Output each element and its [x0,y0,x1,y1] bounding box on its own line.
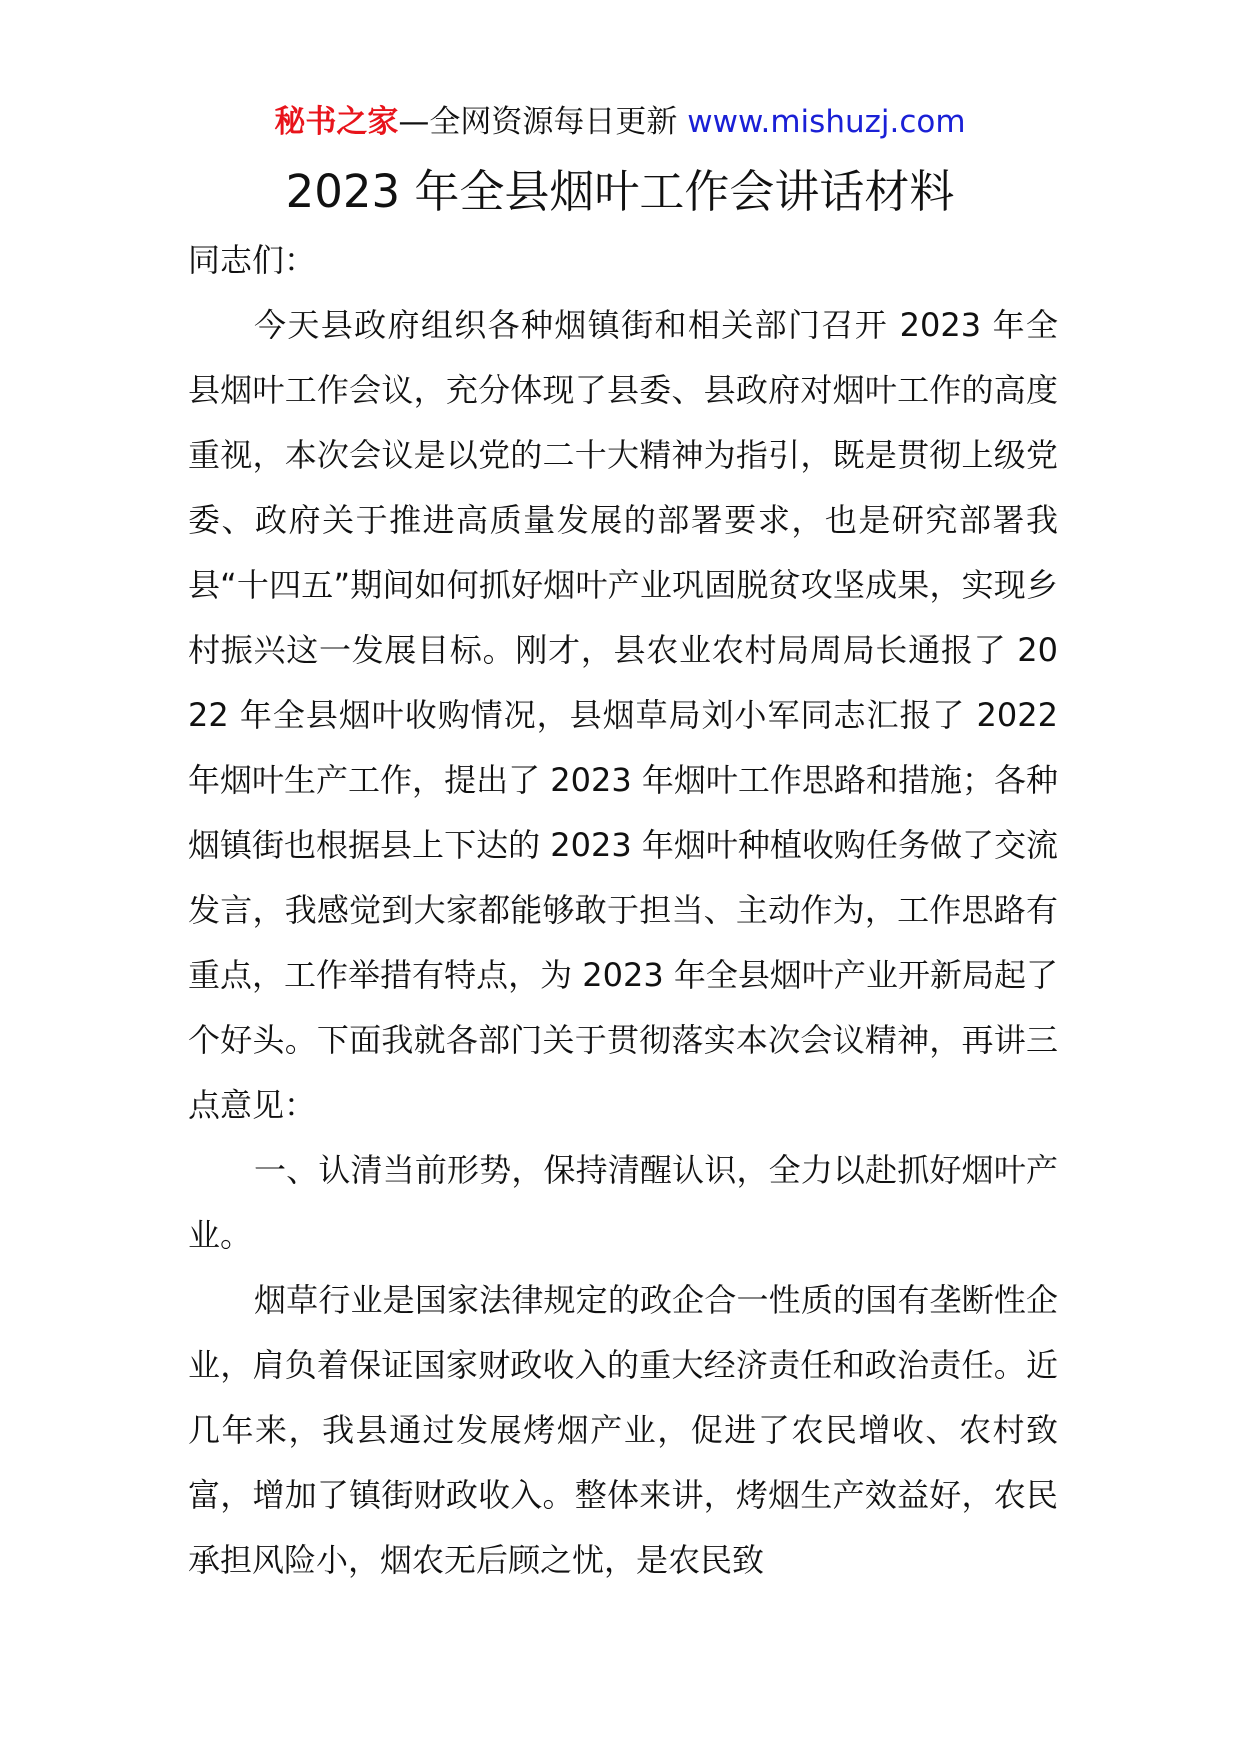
brand-name: 秘书之家 [274,104,399,140]
section-heading: 一、认清当前形势，保持清醒认识，全力以赴抓好烟叶产业。 [188,1151,1058,1254]
site-url-link[interactable]: www.mishuzj.com [687,104,966,140]
document-title: 2023 年全县烟叶工作会讲话材料 [285,165,955,218]
document-body [188,228,1058,1593]
site-header [0,100,1240,144]
body-paragraph: 今天县政府组织各种烟镇街和相关部门召开 2023 年全县烟叶工作会议，充分体现了县委、县政府对烟叶工作的高度重视，本次会议是以党的二十大精神为指引，既是贯彻上级党委、政府关于推进高质量发展的部署要求，也是研究部署我县“十四五”期间如何抓好烟叶产业巩固脱贫攻坚成果，实现乡村振兴这一发展目标。刚才，县农业农村局周局长通报了 2022 年全县烟叶收购情况，县烟草局刘小军同志汇报了 2022 年烟叶生产工作，提出了 2023 年烟叶工作思路和措施；各种烟镇街也根据县上下达的 2023 年烟叶种植收购任务做了交流发言，我感觉到大家都能够敢于担当、主动作为，工作思路有重点，工作举措有特点，为 2023 年全县烟叶产业开新局起了个好头。下面我就各部门关于贯彻落实本次会议精神，再讲三点意见： [188,306,1058,1124]
body-paragraph: 烟草行业是国家法律规定的政企合一性质的国有垄断性企业，肩负着保证国家财政收入的重大经济责任和政治责任。近几年来，我县通过发展烤烟产业，促进了农民增收、农村致富，增加了镇街财政收入。整体来讲，烤烟生产效益好，农民承担风险小，烟农无后顾之忧，是农民致 [188,1281,1058,1579]
greeting-line: 同志们： [188,241,317,279]
header-slogan: —全网资源每日更新 [398,104,688,140]
